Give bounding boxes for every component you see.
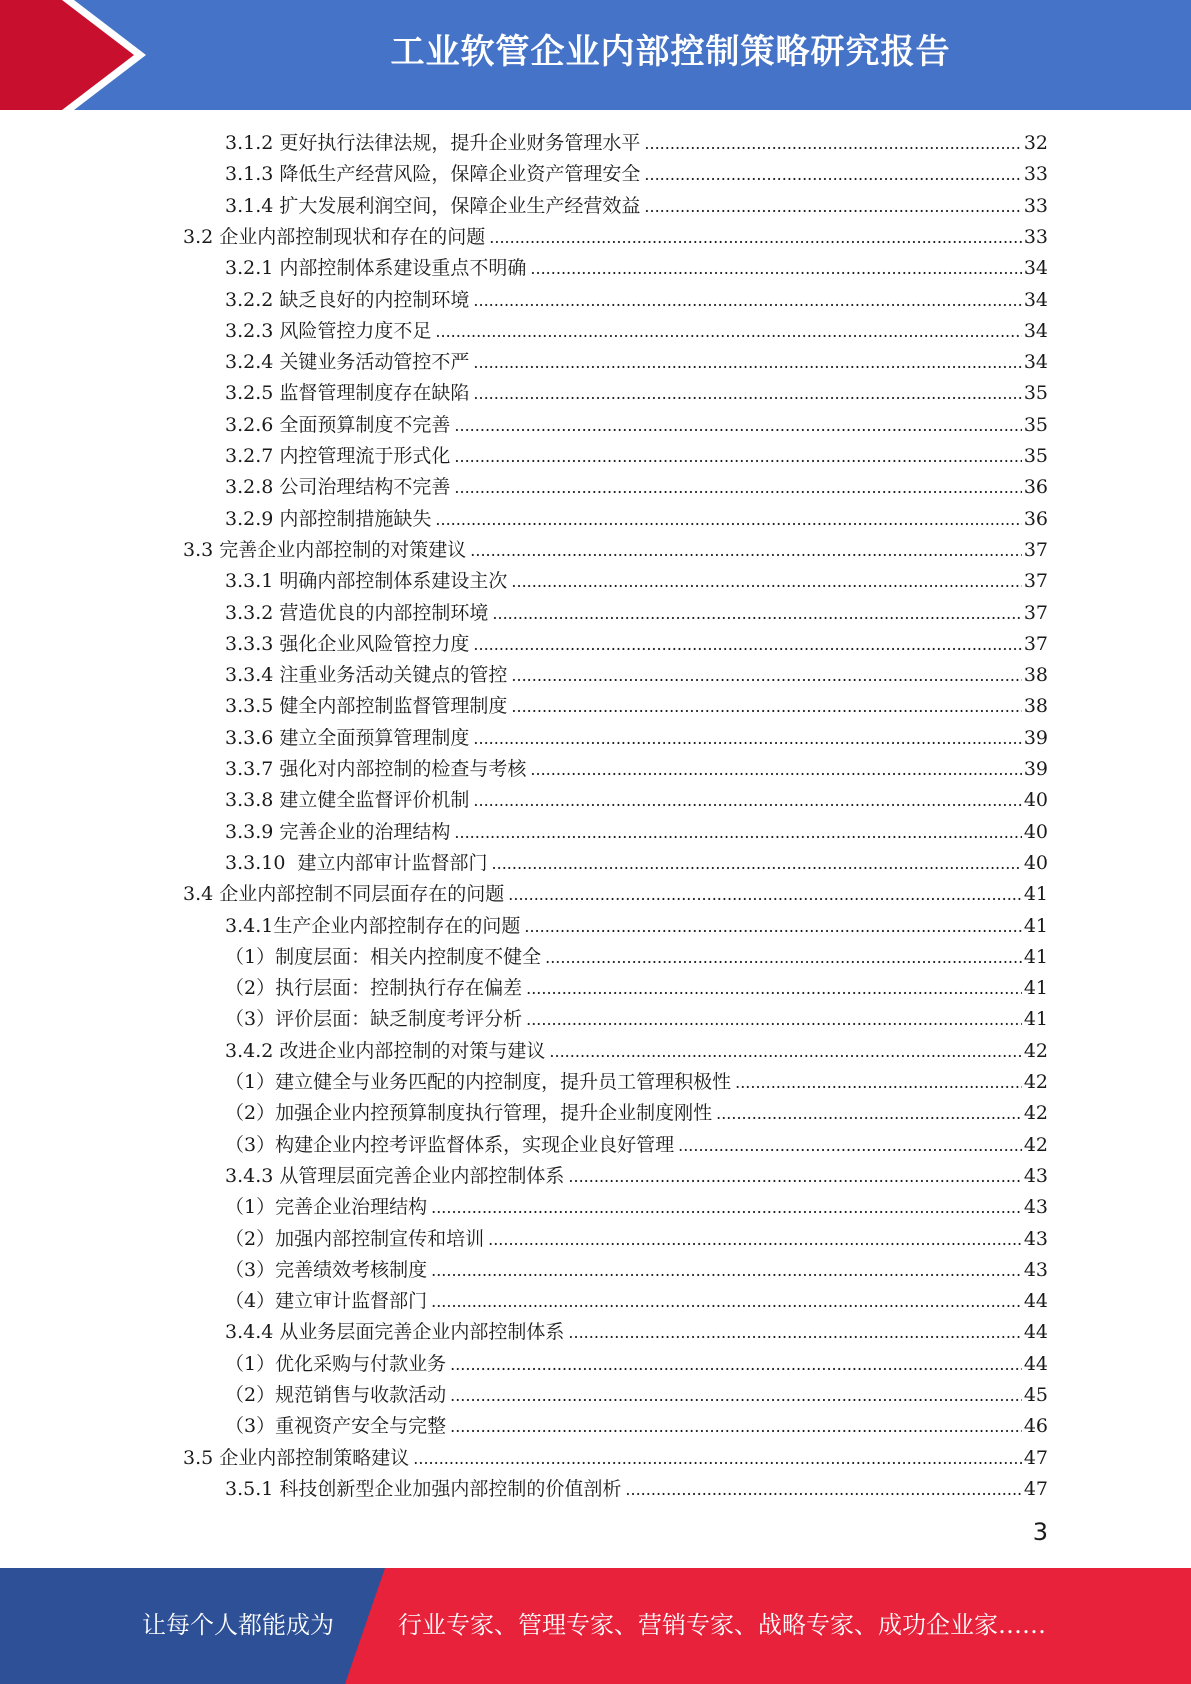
toc-entry-number: 3.1.2 — [225, 132, 274, 154]
footer-slogan-left: 让每个人都能成为 — [142, 1611, 334, 1639]
toc-leader-dots — [473, 629, 1021, 660]
toc-entry-number: （3） — [225, 1258, 276, 1281]
toc-entry[interactable] — [225, 441, 1048, 472]
toc-entry-number: 3.3.1 — [225, 570, 274, 593]
toc-entry-number: 3.4.1 — [225, 914, 274, 937]
toc-entry-number: 3.2.5 — [225, 382, 274, 405]
toc-entry-title: 改进企业内部控制的对策与建议 — [279, 1039, 546, 1062]
toc-entry-number: 3.4.3 — [225, 1164, 274, 1187]
toc-leader-dots — [568, 1161, 1021, 1192]
toc-entry[interactable] — [225, 691, 1048, 722]
toc-leader-dots — [644, 159, 1021, 190]
toc-entry-number: 3.2.6 — [225, 413, 274, 436]
toc-leader-dots — [508, 879, 1022, 910]
toc-entry-number: 3.2.4 — [225, 351, 274, 374]
toc-leader-dots — [431, 1286, 1022, 1317]
toc-entry-number: 3.3.6 — [225, 726, 274, 749]
toc-entry-number: （1） — [225, 1196, 276, 1219]
toc-entry[interactable] — [183, 222, 1048, 253]
toc-entry[interactable] — [225, 723, 1048, 754]
toc-entry[interactable] — [225, 253, 1048, 284]
toc-entry-page: 41 — [1023, 1008, 1048, 1031]
toc-entry[interactable] — [225, 973, 1048, 1004]
toc-entry-number: 3.2.7 — [225, 445, 274, 467]
toc-entry[interactable] — [225, 1130, 1048, 1161]
toc-entry-number: （2） — [225, 977, 276, 1000]
toc-entry-page: 37 — [1023, 538, 1048, 561]
toc-entry-page: 41 — [1023, 977, 1048, 1000]
toc-entry[interactable] — [225, 285, 1048, 316]
toc-leader-dots — [450, 1411, 1022, 1442]
toc-entry-title: 从管理层面完善企业内部控制体系 — [279, 1164, 565, 1187]
toc-leader-dots — [435, 504, 1021, 535]
toc-entry-page: 34 — [1023, 288, 1048, 311]
toc-entry-number: （1） — [225, 1071, 276, 1093]
toc-entry-title: 制度层面：相关内控制度不健全 — [275, 945, 542, 968]
toc-entry[interactable] — [225, 1224, 1048, 1255]
toc-entry-number: 3.2.3 — [225, 319, 274, 342]
toc-entry-number: 3.3.3 — [225, 632, 274, 655]
toc-entry-page: 35 — [1023, 445, 1048, 467]
toc-leader-dots — [473, 723, 1021, 754]
toc-entry-number: 3.4.4 — [225, 1321, 274, 1344]
toc-entry-title: 内控管理流于形式化 — [279, 445, 451, 467]
toc-leader-dots — [625, 1474, 1021, 1505]
toc-leader-dots — [492, 598, 1021, 629]
toc-entry[interactable] — [225, 566, 1048, 597]
header-arrow-icon — [0, 0, 160, 110]
toc-entry-title: 强化企业风险管控力度 — [279, 632, 470, 655]
toc-entry[interactable] — [225, 1411, 1048, 1442]
toc-leader-dots — [530, 253, 1021, 284]
toc-leader-dots — [454, 410, 1021, 441]
toc-leader-dots — [473, 347, 1021, 378]
toc-entry-page: 34 — [1023, 319, 1048, 342]
toc-entry-page: 46 — [1023, 1415, 1048, 1438]
toc-entry[interactable] — [225, 1161, 1048, 1192]
toc-leader-dots — [454, 817, 1021, 848]
toc-entry-title: 完善企业内部控制的对策建议 — [219, 538, 467, 561]
toc-entry-title: 建立审计监督部门 — [275, 1290, 428, 1313]
toc-entry-title: 建立内部审计监督部门 — [297, 851, 488, 874]
toc-entry-number: 3.3.4 — [225, 664, 274, 687]
toc-entry[interactable] — [225, 1317, 1048, 1348]
toc-entry-page: 43 — [1023, 1258, 1048, 1281]
toc-entry-title: 重视资产安全与完整 — [275, 1415, 447, 1438]
toc-entry-page: 33 — [1023, 225, 1048, 248]
toc-entry[interactable] — [225, 754, 1048, 785]
toc-entry-number: 3.2.9 — [225, 507, 274, 530]
toc-entry-page: 32 — [1023, 132, 1048, 154]
toc-entry-title: 降低生产经营风险，保障企业资产管理安全 — [279, 163, 641, 186]
toc-entry-number: （2） — [225, 1102, 276, 1125]
toc-leader-dots — [488, 1224, 1022, 1255]
toc-leader-dots — [435, 316, 1021, 347]
toc-entry-number: 3.3 — [183, 538, 214, 561]
toc-entry-number: 3.3.8 — [225, 789, 274, 812]
toc-entry[interactable] — [225, 1067, 1048, 1098]
toc-entry-page: 34 — [1023, 257, 1048, 280]
toc-leader-dots — [454, 441, 1021, 472]
toc-leader-dots — [526, 973, 1022, 1004]
toc-leader-dots — [526, 1004, 1022, 1035]
toc-entry-page: 36 — [1023, 476, 1048, 499]
toc-leader-dots — [473, 285, 1021, 316]
toc-leader-dots — [450, 1380, 1022, 1411]
toc-entry-page: 42 — [1023, 1039, 1048, 1062]
toc-entry-title: 科技创新型企业加强内部控制的价值剖析 — [279, 1477, 622, 1500]
toc-entry-page: 33 — [1023, 194, 1048, 217]
toc-entry-number: 3.2.8 — [225, 476, 274, 499]
toc-entry-number: 3.3.9 — [225, 820, 274, 843]
toc-leader-dots — [549, 1036, 1021, 1067]
toc-entry-title: 更好执行法律法规，提升企业财务管理水平 — [279, 132, 641, 154]
toc-entry-page: 35 — [1023, 413, 1048, 436]
toc-entry-page: 38 — [1023, 695, 1048, 718]
toc-entry-number: （3） — [225, 1008, 276, 1031]
toc-entry[interactable] — [225, 159, 1048, 190]
toc-entry-page: 40 — [1023, 820, 1048, 843]
toc-entry-page: 41 — [1023, 914, 1048, 937]
toc-entry[interactable] — [225, 1255, 1048, 1286]
toc-leader-dots — [511, 660, 1021, 691]
toc-entry-number: 3.3.10 — [225, 851, 286, 874]
toc-entry-title: 执行层面：控制执行存在偏差 — [275, 977, 523, 1000]
toc-entry-title: 风险管控力度不足 — [279, 319, 432, 342]
toc-entry[interactable] — [225, 378, 1048, 409]
toc-entry-title: 内部控制措施缺失 — [279, 507, 432, 530]
toc-entry-number: （1） — [225, 1352, 276, 1375]
toc-entry-page: 44 — [1023, 1352, 1048, 1375]
toc-entry[interactable] — [225, 1286, 1048, 1317]
toc-entry-title: 内部控制体系建设重点不明确 — [279, 257, 527, 280]
toc-entry-number: 3.4.2 — [225, 1039, 274, 1062]
toc-entry-title: 完善绩效考核制度 — [275, 1258, 428, 1281]
toc-entry-number: 3.2.1 — [225, 257, 274, 280]
toc-leader-dots — [492, 848, 1022, 879]
toc-leader-dots — [545, 942, 1022, 973]
toc-leader-dots — [735, 1067, 1022, 1098]
toc-entry-page: 43 — [1023, 1164, 1048, 1187]
toc-entry-title: 扩大发展利润空间，保障企业生产经营效益 — [279, 194, 641, 217]
toc-entry-title: 加强企业内控预算制度执行管理，提升企业制度刚性 — [275, 1102, 713, 1125]
toc-leader-dots — [450, 1349, 1022, 1380]
toc-entry[interactable] — [225, 1098, 1048, 1129]
toc-entry-page: 40 — [1023, 789, 1048, 812]
toc-entry-page: 44 — [1023, 1321, 1048, 1344]
toc-entry-page: 47 — [1023, 1446, 1048, 1469]
toc-entry[interactable] — [225, 629, 1048, 660]
toc-entry-page: 45 — [1023, 1384, 1048, 1406]
page-header — [0, 0, 1191, 110]
toc-entry[interactable] — [183, 535, 1048, 566]
toc-entry[interactable] — [225, 128, 1048, 159]
toc-entry-title: 从业务层面完善企业内部控制体系 — [279, 1321, 565, 1344]
header-title: 工业软管企业内部控制策略研究报告 — [390, 32, 951, 72]
toc-entry-page: 37 — [1023, 632, 1048, 655]
toc-entry-title: 企业内部控制策略建议 — [219, 1446, 410, 1469]
toc-leader-dots — [473, 378, 1021, 409]
toc-entry-number: 3.3.2 — [225, 601, 274, 624]
toc-entry[interactable] — [225, 504, 1048, 535]
toc-entry-title: 完善企业的治理结构 — [279, 820, 451, 843]
toc-entry-page: 36 — [1023, 507, 1048, 530]
toc-entry-page: 40 — [1023, 851, 1048, 874]
toc-entry-page: 34 — [1023, 351, 1048, 374]
toc-leader-dots — [454, 472, 1021, 503]
toc-entry-title: 生产企业内部控制存在的问题 — [273, 914, 521, 937]
toc-entry[interactable] — [225, 191, 1048, 222]
toc-entry-number: （1） — [225, 945, 276, 968]
toc-entry-page: 42 — [1023, 1133, 1048, 1156]
toc-entry-page: 39 — [1023, 726, 1048, 749]
toc-entry[interactable] — [225, 1349, 1048, 1380]
toc-entry[interactable] — [225, 1036, 1048, 1067]
toc-leader-dots — [644, 191, 1021, 222]
toc-entry-page: 42 — [1023, 1071, 1048, 1093]
toc-leader-dots — [431, 1192, 1022, 1223]
toc-entry-page: 38 — [1023, 664, 1048, 687]
toc-entry-number: 3.5 — [183, 1446, 214, 1469]
toc-entry[interactable] — [225, 1380, 1048, 1411]
toc-entry[interactable] — [225, 848, 1048, 879]
toc-entry-title: 强化对内部控制的检查与考核 — [279, 758, 527, 780]
toc-entry-title: 完善企业治理结构 — [275, 1196, 428, 1219]
toc-entry-number: 3.2.2 — [225, 288, 274, 311]
toc-entry-page: 39 — [1023, 758, 1048, 780]
toc-entry-number: （3） — [225, 1133, 276, 1156]
toc-entry-number: 3.3.7 — [225, 758, 274, 780]
toc-entry-title: 构建企业内控考评监督体系，实现企业良好管理 — [275, 1133, 675, 1156]
toc-leader-dots — [431, 1255, 1022, 1286]
toc-entry-page: 33 — [1023, 163, 1048, 186]
toc-entry-page: 44 — [1023, 1290, 1048, 1313]
toc-entry[interactable] — [225, 316, 1048, 347]
toc-entry-page: 41 — [1023, 945, 1048, 968]
page-footer — [0, 1568, 1191, 1684]
toc-entry[interactable] — [225, 942, 1048, 973]
toc-entry[interactable] — [225, 785, 1048, 816]
toc-entry[interactable] — [225, 347, 1048, 378]
toc-leader-dots — [511, 566, 1021, 597]
toc-leader-dots — [530, 754, 1021, 785]
toc-entry-number: 3.1.4 — [225, 194, 274, 217]
toc-leader-dots — [489, 222, 1022, 253]
toc-entry-page: 41 — [1023, 883, 1048, 906]
toc-entry[interactable] — [225, 817, 1048, 848]
toc-entry-number: 3.4 — [183, 883, 214, 906]
toc-entry-title: 企业内部控制不同层面存在的问题 — [219, 883, 505, 906]
toc-entry-number: 3.1.3 — [225, 163, 274, 186]
toc-entry-title: 公司治理结构不完善 — [279, 476, 451, 499]
toc-entry-title: 企业内部控制现状和存在的问题 — [219, 225, 486, 248]
toc-entry[interactable] — [225, 1192, 1048, 1223]
toc-entry-title: 加强内部控制宣传和培训 — [275, 1227, 485, 1250]
toc-entry[interactable] — [225, 410, 1048, 441]
toc-entry-title: 建立全面预算管理制度 — [279, 726, 470, 749]
toc-entry-page: 35 — [1023, 382, 1048, 405]
toc-entry[interactable] — [225, 1004, 1048, 1035]
toc-entry-title: 优化采购与付款业务 — [275, 1352, 447, 1375]
toc-entry-page: 42 — [1023, 1102, 1048, 1125]
toc-entry-number: （2） — [225, 1227, 276, 1250]
toc-entry-title: 评价层面：缺乏制度考评分析 — [275, 1008, 523, 1031]
toc-entry-title: 监督管理制度存在缺陷 — [279, 382, 470, 405]
toc-entry-title: 规范销售与收款活动 — [275, 1384, 447, 1406]
page-number: 3 — [1032, 1518, 1048, 1546]
toc-leader-dots — [473, 785, 1021, 816]
toc-entry-title: 全面预算制度不完善 — [279, 413, 451, 436]
toc-entry-page: 43 — [1023, 1227, 1048, 1250]
toc-entry-number: 3.3.5 — [225, 695, 274, 718]
toc-entry[interactable] — [225, 472, 1048, 503]
toc-entry-number: （3） — [225, 1415, 276, 1438]
toc-entry[interactable] — [183, 1443, 1048, 1474]
toc-leader-dots — [511, 691, 1021, 722]
toc-entry-title: 关键业务活动管控不严 — [279, 351, 470, 374]
toc-entry-title: 营造优良的内部控制环境 — [279, 601, 489, 624]
toc-entry-title: 缺乏良好的内控制环境 — [279, 288, 470, 311]
toc-entry-number: （2） — [225, 1384, 276, 1406]
toc-entry-title: 建立健全与业务匹配的内控制度，提升员工管理积极性 — [275, 1071, 732, 1093]
toc-leader-dots — [568, 1317, 1021, 1348]
toc-entry-page: 47 — [1023, 1477, 1048, 1500]
toc-entry-page: 37 — [1023, 601, 1048, 624]
toc-entry[interactable] — [225, 598, 1048, 629]
toc-entry-number: 3.5.1 — [225, 1477, 274, 1500]
toc-entry[interactable] — [225, 660, 1048, 691]
toc-entry-page: 37 — [1023, 570, 1048, 593]
toc-entry-title: 明确内部控制体系建设主次 — [279, 570, 508, 593]
toc-entry-page: 43 — [1023, 1196, 1048, 1219]
toc-entry-title: 建立健全监督评价机制 — [279, 789, 470, 812]
toc-entry-number: （4） — [225, 1290, 276, 1313]
toc-entry-title: 注重业务活动关键点的管控 — [279, 664, 508, 687]
toc-entry-number: 3.2 — [183, 225, 214, 248]
toc-leader-dots — [413, 1443, 1022, 1474]
toc-entry[interactable] — [183, 879, 1048, 910]
toc-leader-dots — [524, 911, 1021, 942]
toc-leader-dots — [644, 128, 1021, 159]
toc-entry-title: 健全内部控制监督管理制度 — [279, 695, 508, 718]
toc-leader-dots — [470, 535, 1022, 566]
footer-slogan-right: 行业专家、管理专家、营销专家、战略专家、成功企业家…… — [398, 1611, 1046, 1639]
toc-leader-dots — [716, 1098, 1022, 1129]
toc-entry[interactable] — [225, 911, 1048, 942]
toc-entry[interactable] — [225, 1474, 1048, 1505]
toc-leader-dots — [678, 1130, 1022, 1161]
